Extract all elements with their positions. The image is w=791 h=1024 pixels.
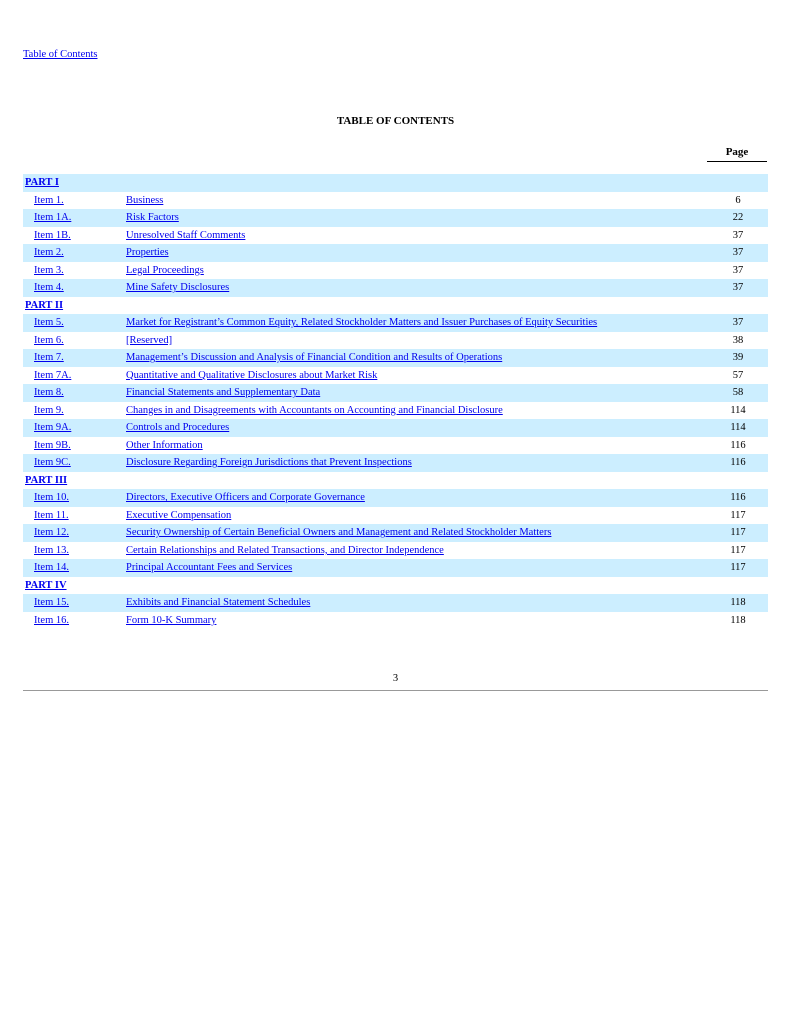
toc-item-number-link[interactable]: Item 2.: [34, 247, 64, 259]
toc-item-title-link[interactable]: Changes in and Disagreements with Accountants on Accounting and Financial Disclosure: [126, 404, 503, 416]
toc-item-title-link[interactable]: Market for Registrant’s Common Equity, Related Stockholder Matters and Issuer Purchases of Equity Securities: [126, 317, 598, 329]
toc-item-number-link[interactable]: Item 14.: [34, 562, 69, 574]
toc-part-link[interactable]: PART IV: [25, 579, 67, 591]
toc-page-number: 117: [730, 509, 746, 521]
toc-part-link[interactable]: PART II: [25, 299, 64, 311]
toc-item-row: [23, 367, 768, 385]
toc-item-title-link[interactable]: Form 10-K Summary: [126, 614, 217, 626]
toc-item-row: [23, 314, 768, 332]
toc-item-row: [23, 402, 768, 420]
toc-page-number: 58: [708, 384, 768, 402]
toc-page-number: 37: [708, 314, 768, 332]
toc-table: [23, 174, 768, 629]
toc-page-number: 39: [708, 349, 768, 367]
toc-item-title-link[interactable]: Mine Safety Disclosures: [126, 282, 230, 294]
toc-part-row: [23, 472, 768, 490]
toc-part-row: [23, 174, 768, 192]
toc-item-title-link[interactable]: Controls and Procedures: [126, 422, 230, 434]
toc-part-row: [23, 577, 768, 595]
toc-item-number-link[interactable]: Item 9C.: [34, 457, 71, 469]
toc-item-number-link[interactable]: Item 12.: [34, 527, 69, 539]
toc-item-title-link[interactable]: Certain Relationships and Related Transactions, and Director Independence: [126, 544, 444, 556]
toc-page-number: 117: [708, 524, 768, 542]
toc-item-number-link[interactable]: Item 11.: [34, 509, 69, 521]
toc-item-row: [23, 489, 768, 507]
toc-page-number: 116: [708, 454, 768, 472]
toc-item-title-link[interactable]: Properties: [126, 247, 169, 259]
toc-item-title-link[interactable]: Other Information: [126, 439, 203, 451]
toc-item-row: [23, 279, 768, 297]
toc-page-number: 37: [732, 264, 744, 276]
toc-item-title-link[interactable]: Principal Accountant Fees and Services: [126, 562, 293, 574]
toc-item-title-link[interactable]: [Reserved]: [126, 334, 173, 346]
toc-item-number-link[interactable]: Item 5.: [34, 317, 64, 329]
toc-page-number: 117: [730, 544, 746, 556]
toc-item-row: [23, 244, 768, 262]
toc-item-number-link[interactable]: Item 7A.: [34, 369, 72, 381]
toc-page-number: 37: [732, 229, 744, 241]
page-column-header: Page: [707, 146, 767, 162]
toc-item-row: [23, 419, 768, 437]
toc-page-number: 37: [708, 244, 768, 262]
toc-item-row: [23, 384, 768, 402]
toc-item-number-link[interactable]: Item 9.: [34, 404, 64, 416]
toc-item-title-link[interactable]: Quantitative and Qualitative Disclosures about Market Risk: [126, 369, 378, 381]
toc-item-number-link[interactable]: Item 1B.: [34, 229, 71, 241]
toc-item-number-link[interactable]: Item 3.: [34, 264, 64, 276]
footer-divider: [23, 690, 768, 691]
toc-item-number-link[interactable]: Item 9A.: [34, 422, 72, 434]
toc-item-row: [23, 559, 768, 577]
toc-item-row: [23, 192, 768, 210]
page-title: TABLE OF CONTENTS: [336, 115, 455, 127]
toc-item-title-link[interactable]: Exhibits and Financial Statement Schedules: [126, 597, 311, 609]
toc-page-number: 118: [730, 614, 746, 626]
toc-item-row: [23, 454, 768, 472]
toc-item-row: [23, 507, 768, 525]
page-number: 3: [392, 673, 399, 684]
toc-item-row: [23, 349, 768, 367]
toc-page-number: 57: [732, 369, 744, 381]
toc-page-number: 114: [708, 419, 768, 437]
toc-page-number: 116: [730, 439, 746, 451]
toc-item-number-link[interactable]: Item 9B.: [34, 439, 71, 451]
toc-page-number: 118: [708, 594, 768, 612]
toc-page-number: 116: [708, 489, 768, 507]
toc-item-row: [23, 262, 768, 280]
toc-item-number-link[interactable]: Item 15.: [34, 597, 69, 609]
toc-item-title-link[interactable]: Management’s Discussion and Analysis of Financial Condition and Results of Operations: [126, 352, 503, 364]
toc-item-row: [23, 209, 768, 227]
toc-part-link[interactable]: PART III: [25, 474, 68, 486]
toc-item-title-link[interactable]: Directors, Executive Officers and Corporate Governance: [126, 492, 365, 504]
toc-item-title-link[interactable]: Business: [126, 194, 164, 206]
toc-item-title-link[interactable]: Security Ownership of Certain Beneficial Owners and Management and Related Stockholder Matters: [126, 527, 552, 539]
toc-item-title-link[interactable]: Financial Statements and Supplementary Data: [126, 387, 321, 399]
toc-page-number: 22: [708, 209, 768, 227]
toc-item-title-link[interactable]: Disclosure Regarding Foreign Jurisdictions that Prevent Inspections: [126, 457, 412, 469]
toc-part-row: [23, 297, 768, 315]
toc-item-number-link[interactable]: Item 7.: [34, 352, 64, 364]
toc-item-number-link[interactable]: Item 6.: [34, 334, 64, 346]
toc-item-row: [23, 227, 768, 245]
toc-item-row: [23, 524, 768, 542]
toc-page-number: 117: [708, 559, 768, 577]
toc-item-title-link[interactable]: Executive Compensation: [126, 509, 232, 521]
toc-item-number-link[interactable]: Item 8.: [34, 387, 64, 399]
toc-item-number-link[interactable]: Item 1A.: [34, 212, 72, 224]
toc-page-number: 114: [730, 404, 746, 416]
toc-item-number-link[interactable]: Item 10.: [34, 492, 69, 504]
toc-item-row: [23, 612, 768, 630]
toc-item-number-link[interactable]: Item 13.: [34, 544, 69, 556]
toc-item-title-link[interactable]: Risk Factors: [126, 212, 179, 224]
toc-item-number-link[interactable]: Item 16.: [34, 614, 69, 626]
toc-item-row: [23, 542, 768, 560]
toc-page-number: 37: [708, 279, 768, 297]
toc-item-number-link[interactable]: Item 1.: [34, 194, 64, 206]
table-of-contents-link[interactable]: Table of Contents: [23, 49, 98, 60]
toc-item-title-link[interactable]: Unresolved Staff Comments: [126, 229, 246, 241]
toc-item-row: [23, 332, 768, 350]
toc-part-link[interactable]: PART I: [25, 177, 59, 189]
toc-item-row: [23, 594, 768, 612]
toc-item-title-link[interactable]: Legal Proceedings: [126, 264, 204, 276]
toc-item-row: [23, 437, 768, 455]
toc-page-number: 38: [732, 334, 744, 346]
toc-page-number: 6: [735, 194, 741, 206]
toc-item-number-link[interactable]: Item 4.: [34, 282, 64, 294]
